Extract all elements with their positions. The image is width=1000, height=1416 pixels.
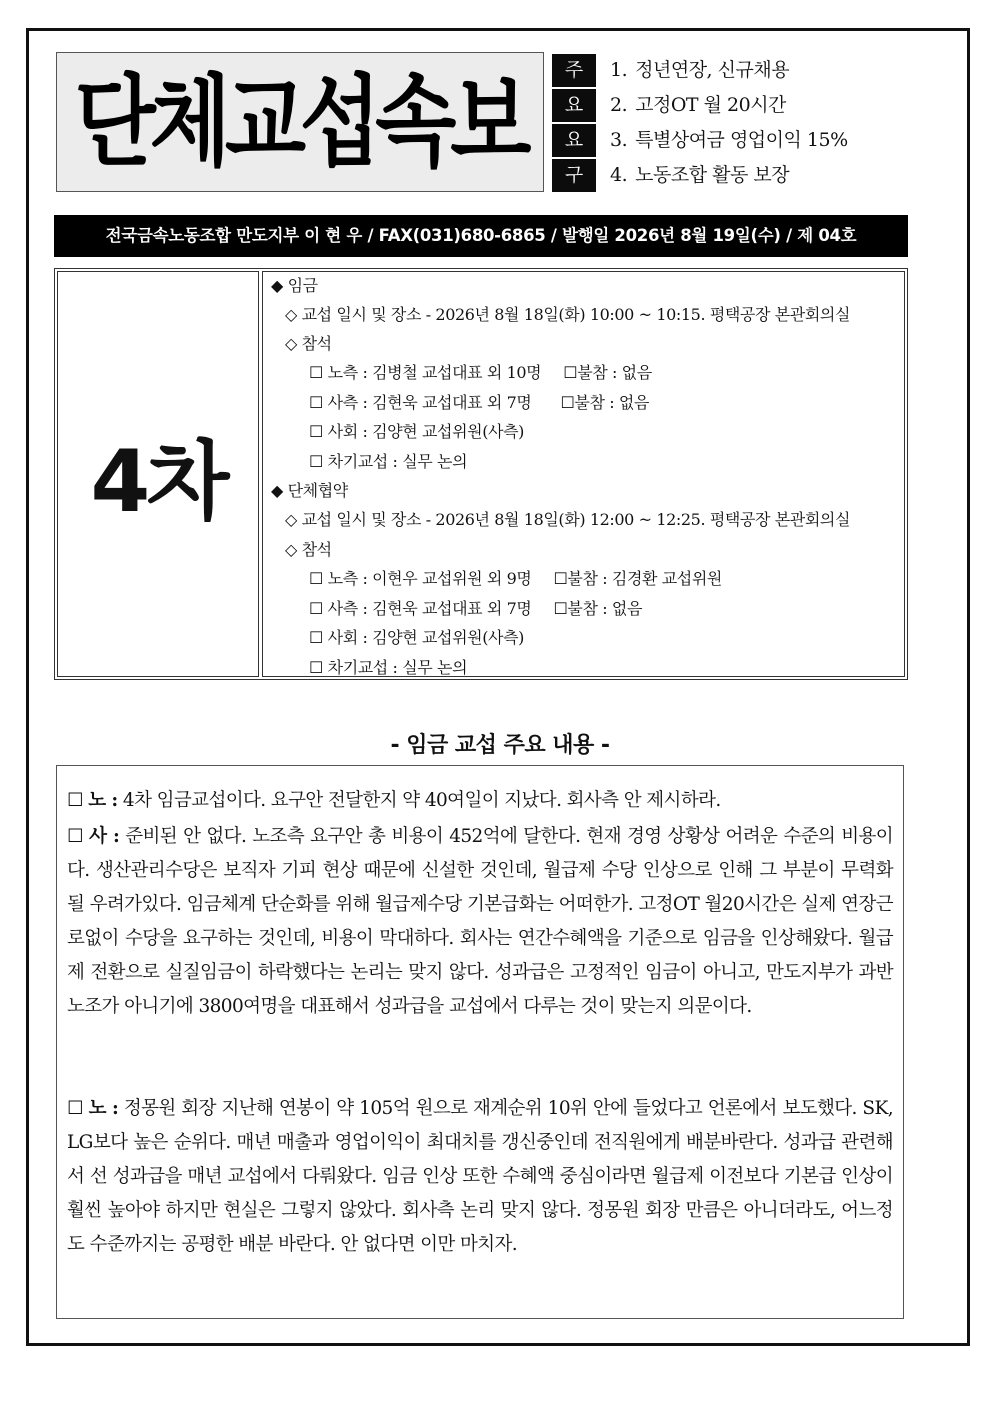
- checkbox-icon: ☐: [67, 1098, 83, 1119]
- statement-paragraph: [67, 1092, 893, 1262]
- demand-label: 정년연장, 신규채용: [635, 59, 790, 81]
- absent-note: ☐불참 : 김경환 교섭위원: [553, 569, 722, 588]
- demand-text: [610, 124, 848, 157]
- key-demands: [552, 54, 908, 194]
- checkbox-icon: ☐: [309, 393, 323, 412]
- absent-note: ☐불참 : 없음: [563, 363, 652, 382]
- session-line: [285, 329, 332, 358]
- hollow-diamond-icon: ◇: [285, 540, 297, 559]
- demand-number: 1.: [610, 59, 628, 81]
- session-line-text: 노측 : 이현우 교섭위원 외 9명: [327, 569, 532, 588]
- session-line: [309, 623, 524, 652]
- session-line: [309, 388, 649, 417]
- demand-number: 2.: [610, 94, 628, 116]
- session-line-text: 사측 : 김현욱 교섭대표 외 7명: [327, 599, 532, 618]
- round-label: 4차: [90, 432, 226, 532]
- checkbox-icon: ☐: [309, 569, 323, 588]
- diamond-bullet-icon: ◆: [271, 276, 283, 295]
- demand-item: [552, 89, 908, 122]
- session-line-text: 사측 : 김현욱 교섭대표 외 7명: [327, 393, 532, 412]
- session-details: [262, 271, 905, 677]
- checkbox-icon: ☐: [309, 658, 323, 677]
- session-line-text: 단체협약: [287, 481, 348, 500]
- session-line: [309, 358, 652, 387]
- checkbox-icon: ☐: [309, 422, 323, 441]
- session-line-text: 교섭 일시 및 장소 - 2026년 8월 18일(화) 10:00 ~ 10:15. 평택공장 본관회의실: [301, 305, 851, 324]
- session-line: [285, 535, 332, 564]
- statement-paragraph: [67, 820, 893, 1024]
- checkbox-icon: ☐: [309, 599, 323, 618]
- checkbox-icon: ☐: [309, 363, 323, 382]
- session-line-text: 차기교섭 : 실무 논의: [327, 658, 468, 677]
- statement-paragraph: [67, 784, 893, 818]
- demand-label: 고정OT 월 20시간: [635, 94, 786, 116]
- negotiation-summary: [56, 765, 904, 1319]
- masthead: [56, 52, 544, 192]
- checkbox-icon: ☐: [309, 452, 323, 471]
- demand-item: [552, 159, 908, 192]
- hollow-diamond-icon: ◇: [285, 510, 297, 529]
- session-line: [309, 653, 467, 677]
- session-line-text: 참석: [301, 334, 332, 353]
- session-line-text: 사회 : 김양현 교섭위원(사측): [327, 628, 524, 647]
- speaker-label: 노 :: [88, 790, 118, 811]
- demand-item: [552, 54, 908, 87]
- session-line: [271, 476, 348, 505]
- demand-number: 4.: [610, 164, 628, 186]
- absent-note: ☐불참 : 없음: [560, 393, 649, 412]
- publisher-info-bar: 전국금속노동조합 만도지부 이 현 우 / FAX(031)680-6865 / 발행일 2026년 8월 19일(수) / 제 04호: [54, 215, 908, 257]
- hollow-diamond-icon: ◇: [285, 305, 297, 324]
- statement-text: 준비된 안 없다. 노조측 요구안 총 비용이 452억에 달한다. 현재 경영 상황상 어려운 수준의 비용이다. 생산관리수당은 보직자 기피 현상 때문에 신설한 것인데, 월급제 수당 인상으로 인해 그 부분이 무력화 될 우려가있다. 임금체계 단순화를 위해 월급제수당 기본급화는 어떠한가. 고정OT 월20시간은 실제 연장근로없이 수당을 요구하는 것인데, 비용이 막대하다. 회사는 연간수혜액을 기준으로 임금을 인상해왔다. 월급제 전환으로 실질임금이 하락했다는 논리는 맞지 않다. 성과급은 고정적인 임금이 아니고, 만도지부가 과반노조가 아니기에 3800여명을 대표해서 성과급을 교섭에서 다루는 것이 맞는지 의문이다.: [67, 826, 894, 1017]
- round-panel: [57, 271, 259, 677]
- demand-item: [552, 124, 908, 157]
- session-line: [271, 271, 318, 300]
- demand-tag: 요: [552, 89, 596, 122]
- demand-label: 노동조합 활동 보장: [635, 164, 790, 186]
- absent-note: ☐불참 : 없음: [553, 599, 642, 618]
- session-line: [309, 594, 642, 623]
- session-line: [309, 447, 467, 476]
- statement-text: 4차 임금교섭이다. 요구안 전달한지 약 40여일이 지났다. 회사측 안 제시하라.: [122, 790, 721, 811]
- session-line-text: 참석: [301, 540, 332, 559]
- checkbox-icon: ☐: [309, 628, 323, 647]
- session-line-text: 노측 : 김병철 교섭대표 외 10명: [327, 363, 542, 382]
- newsletter-title: 단체교섭속보: [74, 64, 526, 180]
- session-line-text: 차기교섭 : 실무 논의: [327, 452, 468, 471]
- demand-number: 3.: [610, 129, 628, 151]
- demand-tag: 구: [552, 159, 596, 192]
- demand-label: 특별상여금 영업이익 15%: [635, 129, 848, 151]
- section-heading: - 임금 교섭 주요 내용 -: [390, 733, 610, 758]
- diamond-bullet-icon: ◆: [271, 481, 283, 500]
- session-line: [285, 300, 850, 329]
- demand-text: [610, 159, 789, 192]
- checkbox-icon: ☐: [67, 826, 83, 847]
- speaker-label: 사 :: [89, 826, 120, 847]
- session-line: [309, 564, 722, 593]
- session-line-text: 사회 : 김양현 교섭위원(사측): [327, 422, 524, 441]
- statement-text: 정몽원 회장 지난해 연봉이 약 105억 원으로 재계순위 10위 안에 들었다고 언론에서 보도했다. SK, LG보다 높은 순위다. 매년 매출과 영업이익이 최대치를 갱신중인데 전직원에게 배분바란다. 성과급 관련해서 선 성과급을 매년 교섭에서 다뤄왔다. 임금 인상 또한 수혜액 중심이라면 월급제 이전보다 기본급 인상이 훨씬 높아야 하지만 현실은 그렇지 않았다. 회사측 논리 맞지 않다. 정몽원 회장 만큼은 아니더라도, 어느정도 수준까지는 공평한 배분 바란다. 안 없다면 이만 마치자.: [67, 1098, 893, 1255]
- session-line-text: 교섭 일시 및 장소 - 2026년 8월 18일(화) 12:00 ~ 12:25. 평택공장 본관회의실: [301, 510, 851, 529]
- speaker-label: 노 :: [88, 1098, 119, 1119]
- hollow-diamond-icon: ◇: [285, 334, 297, 353]
- demand-text: [610, 89, 786, 122]
- session-line-text: 임금: [287, 276, 318, 295]
- session-line: [285, 505, 850, 534]
- demand-text: [610, 54, 789, 87]
- demand-tag: 주: [552, 54, 596, 87]
- checkbox-icon: ☐: [67, 790, 83, 811]
- demand-tag: 요: [552, 124, 596, 157]
- session-line: [309, 417, 524, 446]
